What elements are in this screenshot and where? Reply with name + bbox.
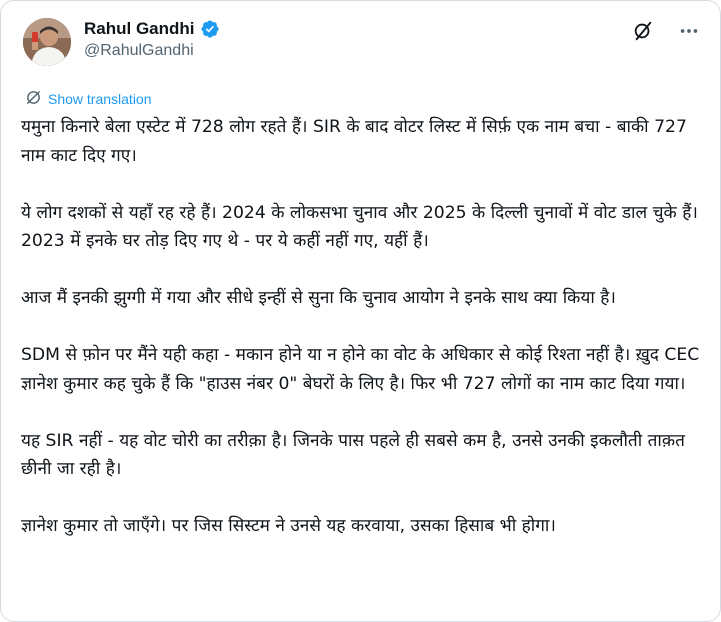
tweet-paragraph: आज मैं इनकी झुग्गी में गया और सीधे इन्हीं से सुना कि चुनाव आयोग ने इनके साथ क्या किया है। <box>21 288 616 308</box>
tweet-paragraph: SDM से फ़ोन पर मैंने यही कहा - मकान होने या न होने का वोट के अधिकार से कोई रिश्ता नहीं है। ख़ुद CEC ज्ञानेश कुमार कह चुके हैं कि "हाउस नंबर 0" बेघरों के लिए है। फिर भी 727 लोगों का नाम काट दिया गया। <box>21 345 700 394</box>
avatar-photo <box>23 18 71 66</box>
more-options-icon[interactable] <box>678 20 700 42</box>
show-translation-label[interactable]: Show translation <box>48 91 152 107</box>
top-actions <box>632 20 700 42</box>
author-handle[interactable]: @RahulGandhi <box>84 42 194 59</box>
grok-icon[interactable] <box>632 20 654 42</box>
translate-globe-icon <box>25 89 42 109</box>
tweet-paragraph: यह SIR नहीं - यह वोट चोरी का तरीक़ा है। जिनके पास पहले ही सबसे कम है, उनसे उनकी इकलौती ताक़त छीनी जा रही है। <box>21 430 685 479</box>
tweet-paragraph: ज्ञानेश कुमार तो जाएँगे। पर जिस सिस्टम ने उनसे यह करवाया, उसका हिसाब भी होगा। <box>21 516 556 536</box>
verified-badge-icon <box>200 19 220 39</box>
avatar[interactable] <box>23 18 71 66</box>
tweet-text <box>21 113 711 541</box>
author-name-row <box>84 17 220 41</box>
author-name[interactable]: Rahul Gandhi <box>84 19 195 38</box>
show-translation-link[interactable] <box>25 89 152 109</box>
tweet-paragraph: ये लोग दशकों से यहाँ रह रहे हैं। 2024 के लोकसभा चुनाव और 2025 के दिल्ली चुनावों में वोट डाल चुके हैं। 2023 में इनके घर तोड़ दिए गए थे - पर ये कहीं नहीं गए, यहीं हैं। <box>21 202 698 251</box>
tweet-paragraph: यमुना किनारे बेला एस्टेट में 728 लोग रहते हैं। SIR के बाद वोटर लिस्ट में सिर्फ़ एक नाम बचा - बाकी 727 नाम काट दिए गए। <box>21 117 687 166</box>
